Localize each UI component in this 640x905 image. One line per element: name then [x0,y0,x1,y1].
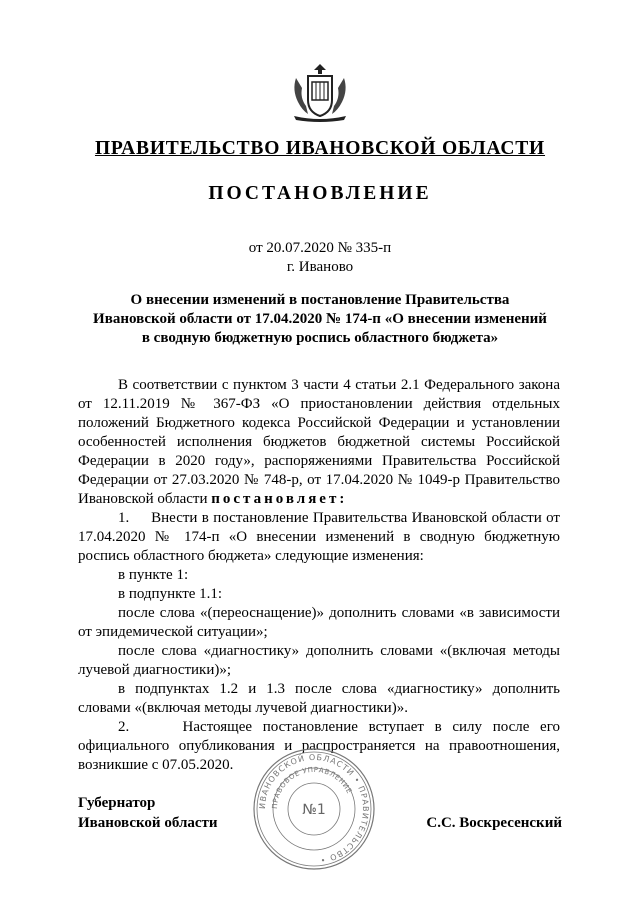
city: г. Иваново [286,259,354,275]
document-body [78,376,560,775]
signatory-name: С.С. Воскресенский [426,815,562,831]
preamble-text: В соответствии с пунктом 3 части 4 статьи 2.1 Федерального закона от 12.11.2019 № 367-ФЗ «О приостановлении действия отдельных положений Бюджетного кодекса Российской Федерации и установлении особенностей исполнения бюджетов бюджетной системы Российской Федерации в 2020 году», распоряжениями Правительства Российской Федерации от 27.03.2020 № 748-р, от 17.04.2020 № 1049-р Правительство Ивановской области [78,377,560,507]
subject-line: О внесении изменений в постановление Правительства [130,292,510,308]
item-2-number: 2. [118,719,130,735]
official-stamp-icon [252,747,376,871]
preamble-paragraph [78,376,560,509]
item-1-text: Внести в постановление Правительства Ивановской области от 17.04.2020 № 174-п «О внесении изменений в сводную бюджетную роспись областного бюджета» следующие изменения: [78,510,560,564]
item-1-paragraph [78,509,560,566]
document-type: ПОСТАНОВЛЕНИЕ [208,183,432,204]
government-title: ПРАВИТЕЛЬСТВО ИВАНОВСКОЙ ОБЛАСТИ [94,138,546,159]
resolves-colon: : [339,491,348,507]
subject-line: в сводную бюджетную роспись областного бюджета» [141,330,499,346]
item-2-text: Настоящее постановление вступает в силу после его официального опубликования и распространяется на правоотношения, возникшие с 07.05.2020. [78,719,560,773]
document-subject [70,291,570,348]
item-1-number: 1. [118,510,130,526]
position-line: Губернатор [78,795,156,811]
item-1-sub-d: после слова «диагностику» дополнить словами «(включая методы лучевой диагностики)»; [78,643,560,678]
date-number: от 20.07.2020 № 335-п [248,240,392,256]
stamp-inner-text: ПРАВОВОЕ УПРАВЛЕНИЕ [270,765,354,810]
item-1-sub-a: в пункте 1: [118,567,189,583]
position-line: Ивановской области [78,815,218,831]
resolves-word: постановляет [211,491,340,507]
item-1-sub-e: в подпунктах 1.2 и 1.3 после слова «диагностику» дополнить словами «(включая методы лучевой диагностики)». [78,681,560,716]
item-1-sub-b: в подпункте 1.1: [118,586,223,602]
signatory-position [78,793,218,833]
subject-line: Ивановской области от 17.04.2020 № 174-п «О внесении изменений [93,311,547,327]
coat-of-arms-icon [288,60,352,124]
item-1-sub-c: после слова «(переоснащение)» дополнить словами «в зависимости от эпидемической ситуации»; [78,605,560,640]
stamp-number: №1 [302,802,326,818]
stamp-outer-text: ИВАНОВСКОЙ ОБЛАСТИ • ПРАВИТЕЛЬСТВО • [257,752,371,865]
